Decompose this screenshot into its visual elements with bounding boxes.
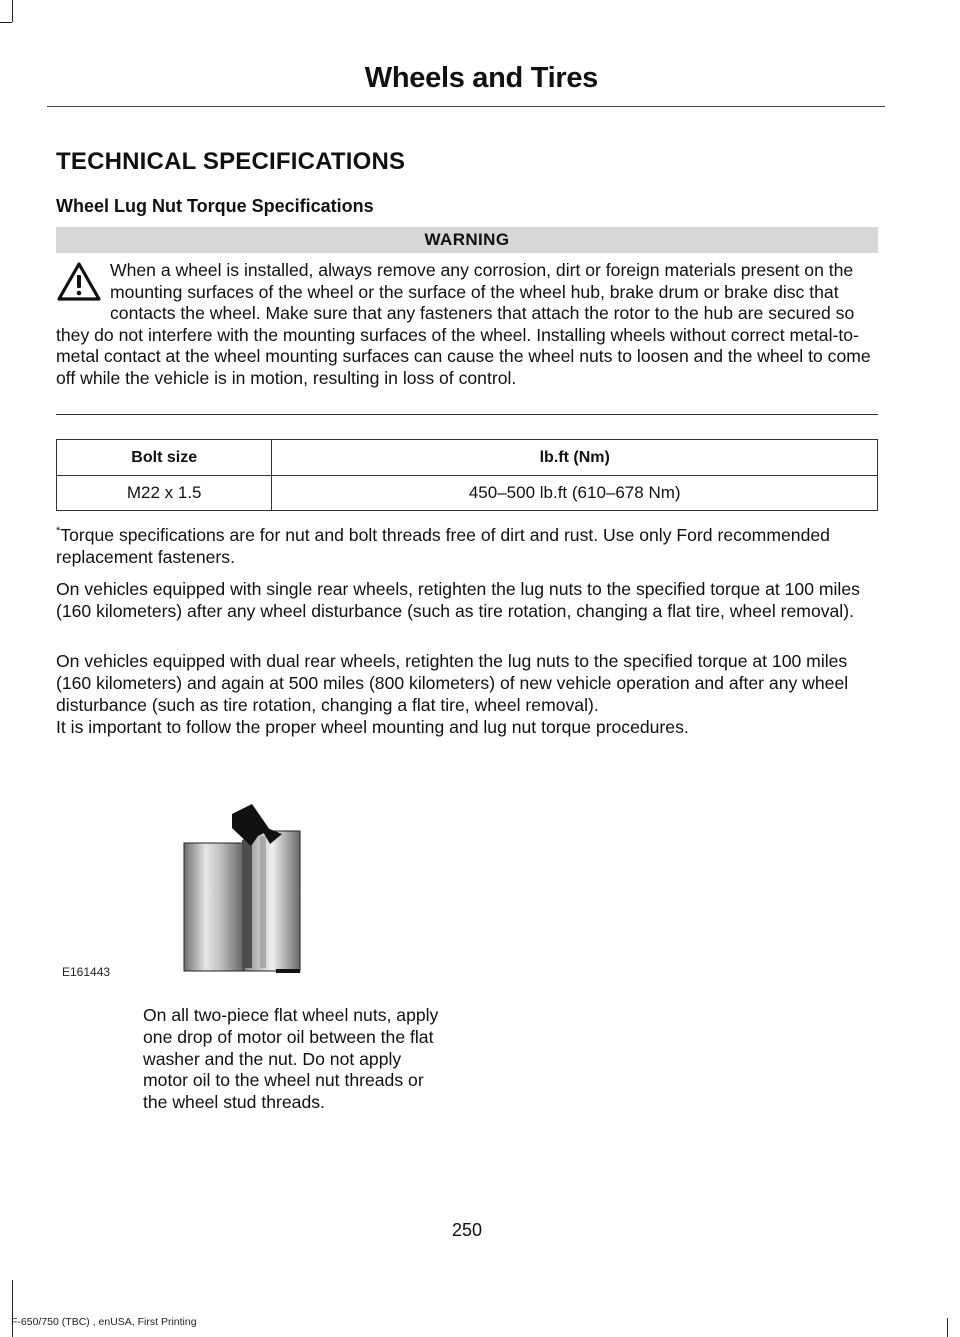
wheel-nut-illustration xyxy=(56,800,316,990)
column-header-bolt-size: Bolt size xyxy=(57,440,272,476)
paragraph-procedures: It is important to follow the proper wheel mounting and lug nut torque procedures. xyxy=(56,717,689,737)
header-divider xyxy=(47,106,885,107)
paragraph-single-rear: On vehicles equipped with single rear wheels, retighten the lug nuts to the specified torque at 100 miles (160 kilometers) after any wheel disturbance (such as tire rotation, changing a flat tire, wheel removal). xyxy=(56,579,860,621)
table-row xyxy=(57,476,878,511)
table-header-row xyxy=(57,440,878,476)
warning-banner: WARNING xyxy=(56,227,878,253)
column-header-torque: lb.ft (Nm) xyxy=(272,440,878,476)
footnote-text: Torque specifications are for nut and bolt threads free of dirt and rust. Use only Ford recommended replacement fasteners. xyxy=(56,524,830,567)
crop-mark-top-left-v xyxy=(12,0,13,22)
footnote xyxy=(56,520,882,568)
page-footer: F-650/750 (TBC) , enUSA, First Printing xyxy=(11,1316,197,1328)
section-subtitle: Wheel Lug Nut Torque Specifications xyxy=(56,196,374,216)
warning-text xyxy=(56,260,880,390)
page-number: 250 xyxy=(451,1220,483,1240)
crop-mark-bottom-left-v xyxy=(12,1280,13,1337)
warning-divider xyxy=(56,414,878,415)
warning-body: When a wheel is installed, always remove any corrosion, dirt or foreign materials present on the mounting surfaces of the wheel or the surface of the wheel hub, brake drum or brake disc that contacts the wheel. Make sure that any fasteners that attach the rotor to the hub are secured so they do not interfere with the mounting surfaces of the wheel. Installing wheels without correct metal-to-metal contact at the wheel mounting surfaces can cause the wheel nuts to loosen and the wheel to come off while the vehicle is in motion, resulting in loss of control. xyxy=(56,260,871,388)
page-header-title: Wheels and Tires xyxy=(364,62,598,94)
footnote-mark: * xyxy=(56,525,61,537)
crop-mark-top-left-h xyxy=(0,22,12,23)
torque-spec-table xyxy=(56,439,878,511)
paragraph-dual-rear: On vehicles equipped with dual rear wheels, retighten the lug nuts to the specified torque at 100 miles (160 kilometers) and again at 500 miles (800 kilometers) of new vehicle operation and after any wheel disturbance (such as tire rotation, changing a flat tire, wheel removal). xyxy=(56,651,849,715)
cell-bolt-size: M22 x 1.5 xyxy=(57,476,272,511)
cell-torque: 450–500 lb.ft (610–678 Nm) xyxy=(272,476,878,511)
figure-label: E161443 xyxy=(62,965,111,979)
figure-caption: On all two-piece flat wheel nuts, apply one drop of motor oil between the flat washer and the nut. Do not apply motor oil to the wheel nut threads or the wheel stud threads. xyxy=(143,1005,439,1113)
crop-mark-bottom-right-v xyxy=(947,1318,948,1337)
section-title: TECHNICAL SPECIFICATIONS xyxy=(56,148,406,175)
